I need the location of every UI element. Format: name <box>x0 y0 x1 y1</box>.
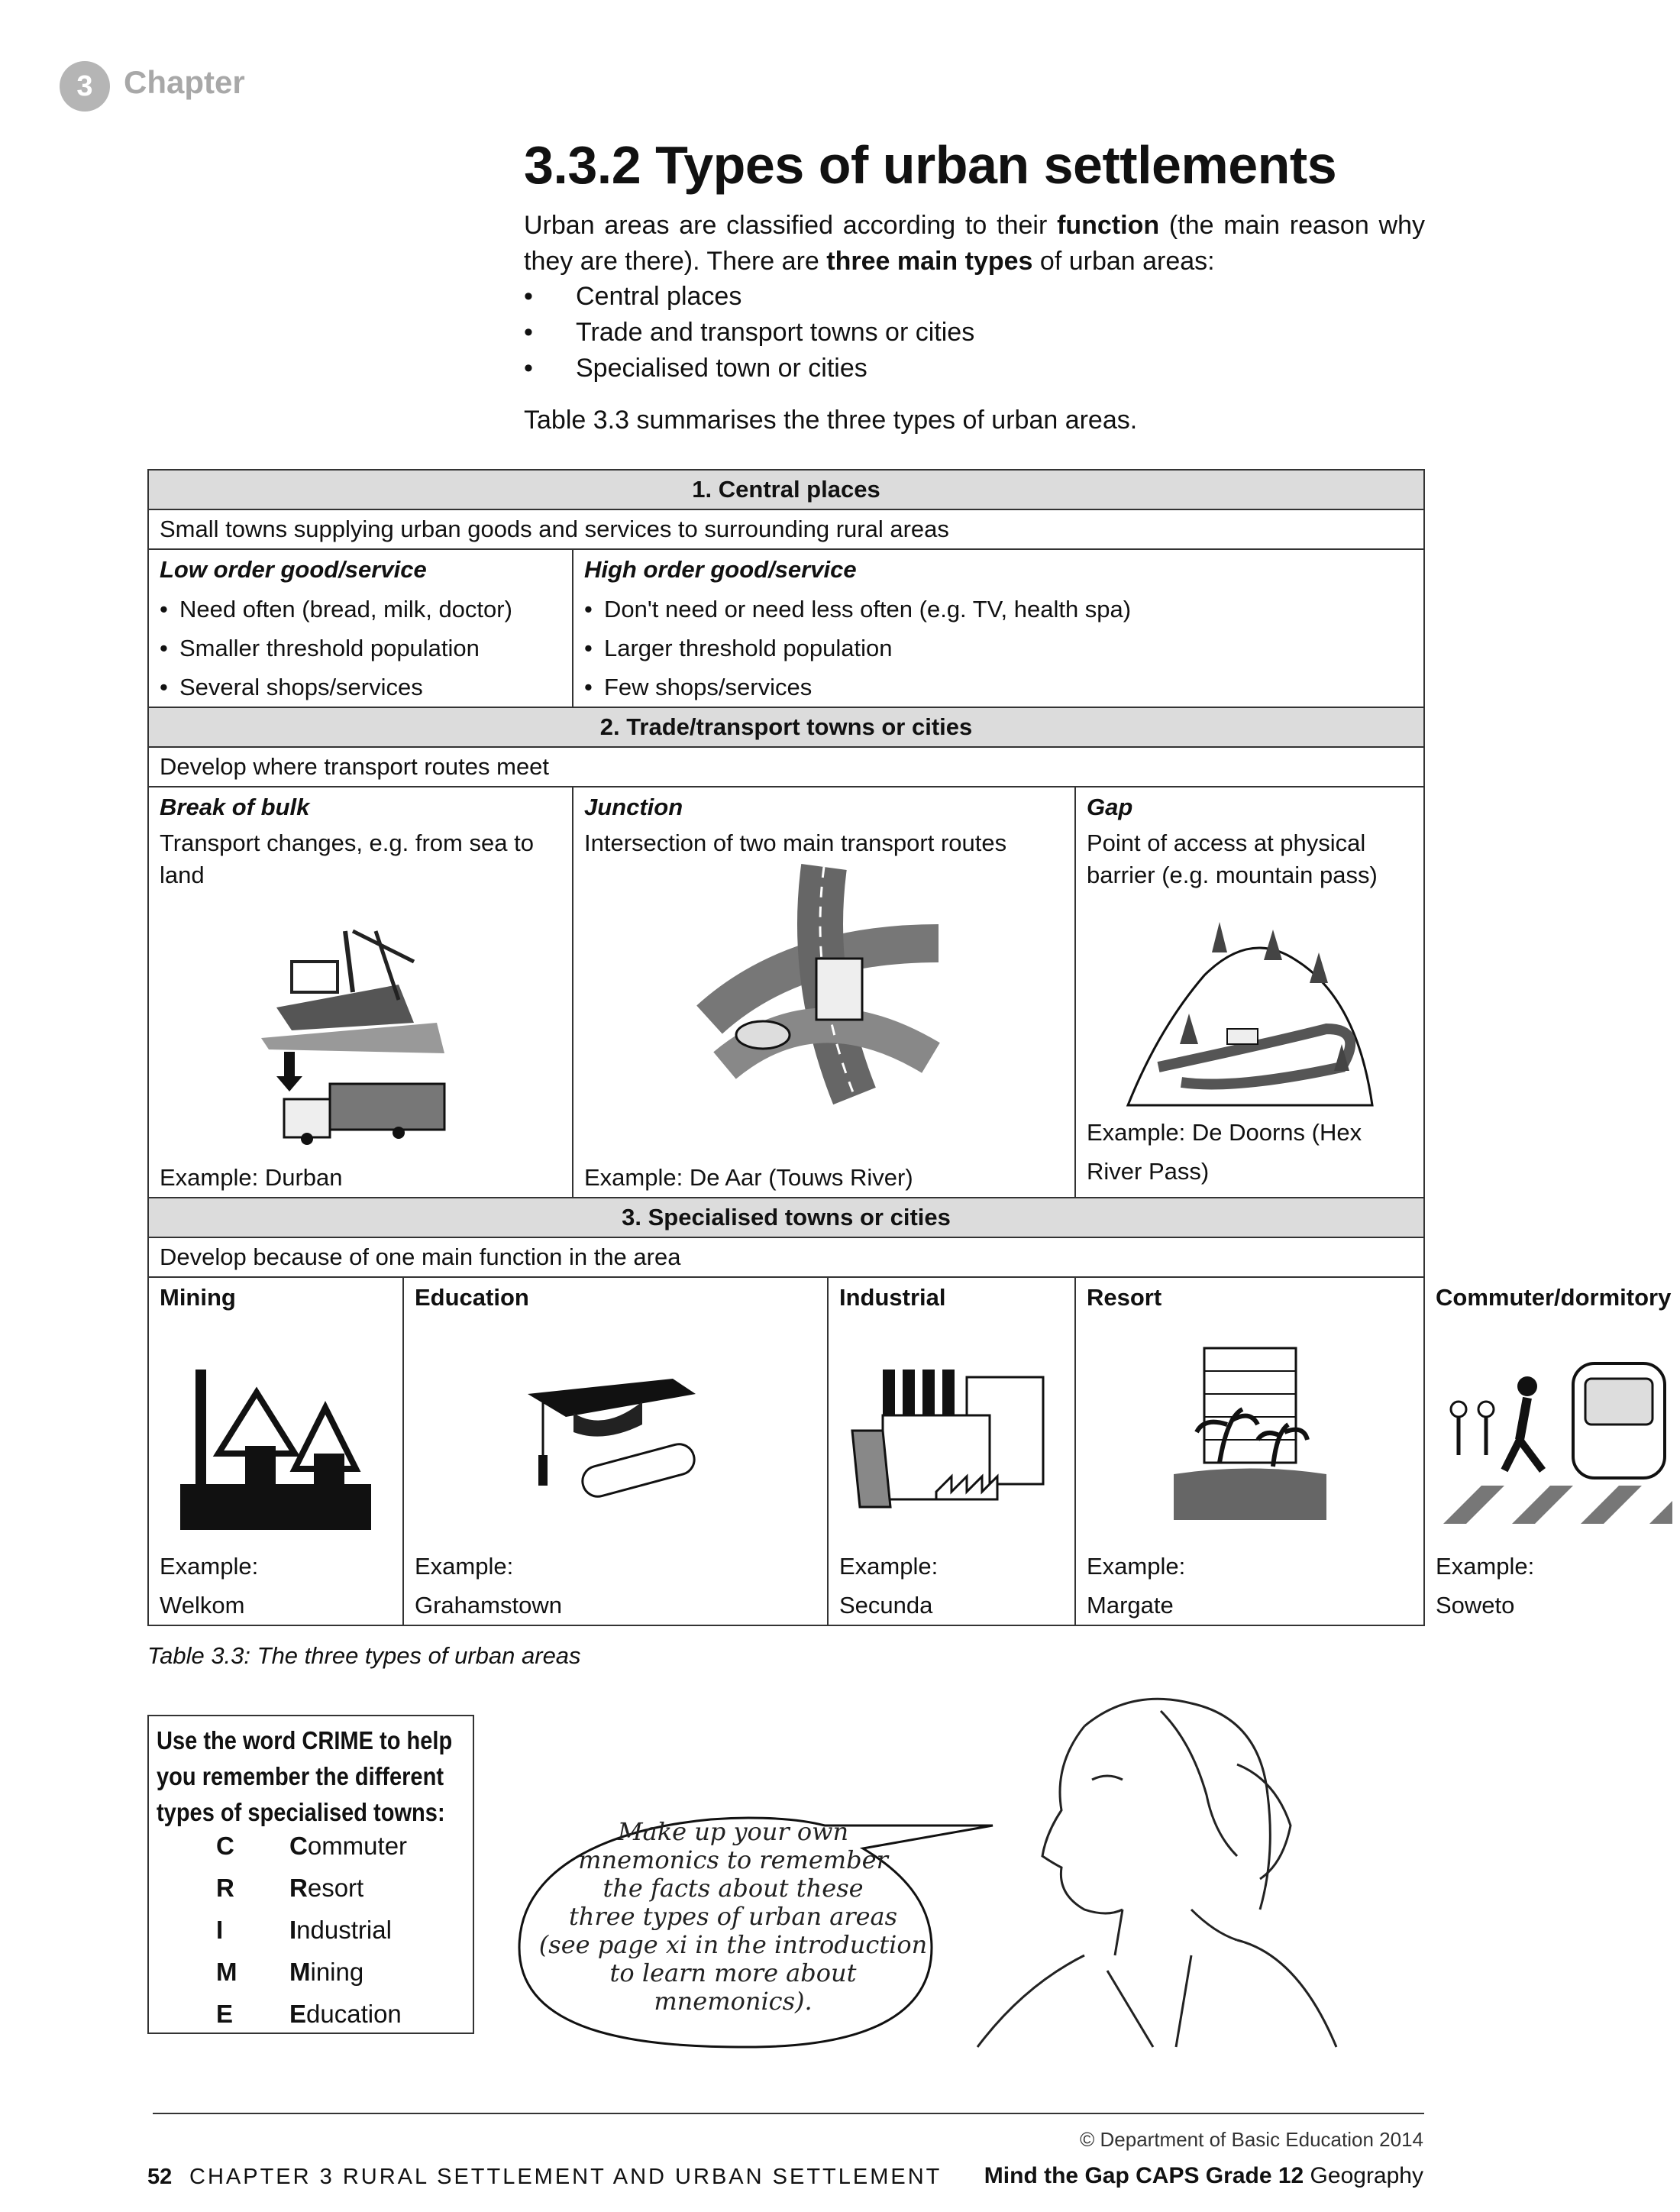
section-title: 3.3.2 Types of urban settlements <box>524 135 1337 195</box>
intro-paragraph: Urban areas are classified according to their function (the main reason why they are there). There are three main types of urban areas: <box>524 211 1425 276</box>
beach-hotel-icon <box>1174 1340 1326 1524</box>
ship-crane-truck-icon <box>261 916 460 1145</box>
trade-transport-header: 2. Trade/transport towns or cities <box>148 707 1424 747</box>
junction-cell <box>573 787 1075 1198</box>
list-item: • Specialised town or cities <box>524 354 867 383</box>
list-item: • Smaller threshold population <box>160 629 561 668</box>
resort-example-place: Margate <box>1087 1592 1174 1619</box>
trade-transport-desc: Develop where transport routes meet <box>148 747 1424 787</box>
factory-icon <box>852 1362 1051 1522</box>
crime-row: I Industrial <box>216 1916 392 1944</box>
crime-row: M Mining <box>216 1958 364 1986</box>
urban-types-list <box>524 279 1211 386</box>
list-item: • Several shops/services <box>160 668 561 707</box>
footer-rule <box>153 2113 1424 2114</box>
mining-example-label: Example: <box>160 1553 259 1580</box>
mining-cell <box>148 1277 403 1625</box>
speech-bubble-text: Make up your own mnemonics to remember the facts about these three types of urban areas (see page xi in the introduction to learn more about mnemonics). <box>538 1817 928 2016</box>
junction-text: Intersection of two main transport routes <box>584 830 1007 856</box>
commuter-example-place: Soweto <box>1436 1592 1515 1619</box>
education-cell <box>403 1277 828 1625</box>
junction-heading: Junction <box>584 794 683 820</box>
break-of-bulk-cell <box>148 787 573 1198</box>
footer-book-title: Mind the Gap CAPS Grade 12 Geography <box>984 2163 1423 2188</box>
resort-example-label: Example: <box>1087 1553 1186 1580</box>
commuters-bus-icon <box>1436 1356 1680 1531</box>
list-item: • Few shops/services <box>584 668 1413 707</box>
mountain-pass-icon <box>1113 914 1388 1128</box>
gap-example: Example: De Doorns (Hex River Pass) <box>1087 1119 1362 1185</box>
copyright-notice: © Department of Basic Education 2014 <box>1080 2128 1423 2151</box>
education-example-place: Grahamstown <box>415 1592 562 1619</box>
industrial-cell <box>828 1277 1075 1625</box>
page-number: 52 <box>147 2165 173 2189</box>
industrial-example-place: Secunda <box>839 1592 933 1619</box>
junction-example: Example: De Aar (Touws River) <box>584 1164 913 1191</box>
high-order-cell <box>573 549 1424 707</box>
list-item: • Need often (bread, milk, doctor) <box>160 590 561 629</box>
resort-heading: Resort <box>1087 1284 1162 1311</box>
table-caption: Table 3.3: The three types of urban areas <box>147 1642 581 1669</box>
road-junction-icon <box>702 867 946 1096</box>
list-item: • Don't need or need less often (e.g. TV, health spa) <box>584 590 1413 629</box>
mining-heading: Mining <box>160 1284 236 1311</box>
industrial-heading: Industrial <box>839 1284 946 1311</box>
gap-heading: Gap <box>1087 794 1133 820</box>
specialised-header: 3. Specialised towns or cities <box>148 1198 1424 1237</box>
break-of-bulk-example: Example: Durban <box>160 1164 343 1191</box>
education-heading: Education <box>415 1284 529 1311</box>
list-item: • Trade and transport towns or cities <box>524 318 975 347</box>
mine-headgear-icon <box>173 1362 379 1538</box>
chapter-label: Chapter <box>124 64 245 100</box>
list-item: • Central places <box>524 282 742 311</box>
resort-cell <box>1075 1277 1424 1625</box>
industrial-example-label: Example: <box>839 1553 939 1580</box>
central-places-desc: Small towns supplying urban goods and services to surrounding rural areas <box>148 509 1424 549</box>
central-places-header: 1. Central places <box>148 470 1424 509</box>
specialised-desc: Develop because of one main function in the area <box>148 1237 1424 1277</box>
crime-row: C Commuter <box>216 1832 408 1860</box>
list-item: • Larger threshold population <box>584 629 1413 668</box>
high-order-heading: High order good/service <box>584 556 857 583</box>
commuter-example-label: Example: <box>1436 1553 1535 1580</box>
gap-text: Point of access at physical barrier (e.g. mountain pass) <box>1087 830 1378 888</box>
break-of-bulk-text: Transport changes, e.g. from sea to land <box>160 830 534 888</box>
low-order-cell <box>148 549 573 707</box>
crime-row: E Education <box>216 2000 402 2028</box>
table-intro: Table 3.3 summarises the three types of urban areas. <box>524 406 1138 435</box>
graduation-cap-icon <box>520 1371 711 1524</box>
gap-cell <box>1075 787 1424 1198</box>
crime-row: R Resort <box>216 1874 364 1902</box>
education-example-label: Example: <box>415 1553 514 1580</box>
student-figure <box>977 1699 1336 2047</box>
chapter-number-badge: 3 <box>60 61 110 112</box>
urban-types-table: 1. Central places Small towns supplying urban goods and services to surrounding rural areas Low order good/service • Need often (bread, milk, doctor) • Smaller threshold population • Several shops/services High order good/service • Don't need or need less often (e.g. TV, health spa) • Larger threshold population • Few shops/services 2. Trade/transport towns or cities Develop where transport routes meet Break of bulk Transport changes, e.g. from sea to land Example: Durban Junction Intersection of two main transport routes Example: De Aar (Touws River) Gap Point of access at physical barrier (e.g. mountain pass) Example: De Doorns (Hex River Pass) 3. Specialised towns or cities Develop because of one main function in the area Mining Example: Welkom Education Example: Grahamstown Industrial Example: Secunda Resort Example: Margate Commuter/dormitory Example: Soweto <box>147 469 1425 1626</box>
break-of-bulk-heading: Break of bulk <box>160 794 310 820</box>
mining-example-place: Welkom <box>160 1592 245 1619</box>
crime-heading: Use the word CRIME to help you remember the different types of specialised towns: <box>157 1726 453 1826</box>
low-order-heading: Low order good/service <box>160 556 427 583</box>
footer-chapter-title: CHAPTER 3 RURAL SETTLEMENT AND URBAN SETTLEMENT <box>189 2165 942 2189</box>
